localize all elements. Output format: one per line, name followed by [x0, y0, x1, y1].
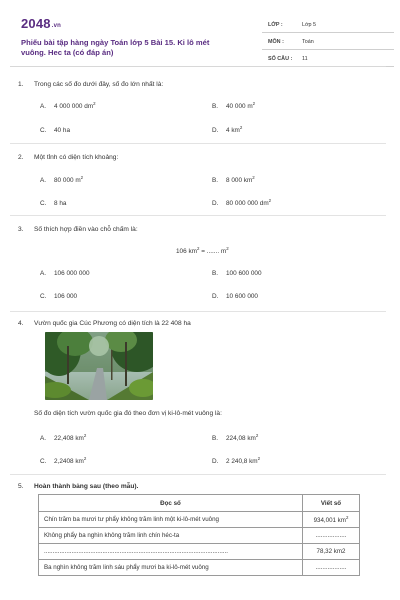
question-text: Hoàn thành bảng sau (theo mẫu).: [34, 483, 139, 490]
option-text: 2 240,8 km: [226, 458, 258, 465]
fill-in-formula: [176, 246, 229, 255]
table-cell-read: Chín trăm ba mươi tư phẩy không trăm linh một ki-lô-mét vuông: [39, 512, 303, 528]
option-letter: B.: [212, 177, 219, 184]
meta-key: MÔN :: [268, 39, 284, 45]
formula-part: 106 km: [176, 248, 197, 255]
table-row: [39, 544, 360, 560]
option-d[interactable]: [212, 293, 258, 300]
option-c[interactable]: [40, 198, 66, 207]
meta-row-count: [262, 52, 394, 67]
option-a[interactable]: [40, 101, 96, 110]
option-sup: 2: [80, 175, 84, 180]
option-sup: 2: [93, 101, 96, 106]
option-letter: B.: [212, 103, 219, 110]
question-separator: [10, 474, 386, 475]
option-letter: D.: [212, 293, 219, 300]
option-sup: 2: [83, 456, 87, 461]
meta-value: Lớp 5: [302, 22, 317, 28]
option-letter: A.: [40, 270, 47, 277]
option-text: 4 km: [226, 127, 240, 134]
question-separator: [10, 311, 386, 312]
option-c[interactable]: [40, 125, 70, 134]
option-sup: 2: [83, 433, 87, 438]
table-row: [39, 512, 360, 528]
meta-key: SỐ CÂU :: [268, 56, 293, 62]
option-d[interactable]: [212, 456, 260, 465]
table-row: [39, 560, 360, 576]
option-letter: C.: [40, 200, 47, 207]
option-letter: D.: [212, 127, 219, 134]
table-header-row: [39, 495, 360, 512]
question-number: 4.: [18, 320, 24, 327]
option-text: 224,08 km: [226, 435, 256, 442]
meta-value: Toán: [302, 39, 314, 45]
option-sup: 2: [255, 433, 259, 438]
logo-suffix: .vn: [51, 23, 62, 29]
formula-sup: 2: [196, 246, 200, 251]
header: [18, 12, 394, 64]
option-sup: 2: [257, 456, 261, 461]
option-letter: B.: [212, 270, 219, 277]
forest-road-photo: [45, 332, 153, 400]
option-c[interactable]: [40, 293, 77, 300]
option-text: 8 ha: [54, 200, 67, 207]
option-text: 8 000 km: [226, 177, 253, 184]
table-header: Viết số: [303, 495, 360, 512]
photo-image: [45, 332, 153, 400]
option-letter: B.: [212, 435, 219, 442]
option-letter: D.: [212, 458, 219, 465]
table-cell-write: [303, 512, 360, 528]
table-cell-read: Ba nghìn không trăm linh sáu phẩy mươi ba ki-lô-mét vuông: [39, 560, 303, 576]
question-number: 3.: [18, 226, 24, 233]
option-letter: C.: [40, 458, 47, 465]
option-text: 10 600 000: [226, 293, 258, 300]
option-b[interactable]: [212, 101, 255, 110]
logo-text: 2048: [21, 16, 51, 31]
option-a[interactable]: [40, 270, 90, 277]
question-number: 1.: [18, 81, 24, 88]
meta-value: 11: [302, 56, 308, 62]
question-text: Trong các số đo dưới đây, số đo lớn nhất là:: [34, 81, 164, 88]
formula-part: = ....... m: [199, 248, 227, 255]
option-text: 106 000 000: [54, 270, 90, 277]
option-text: 4 000 000 dm: [54, 103, 94, 110]
formula-sup: 2: [226, 246, 229, 251]
option-b[interactable]: [212, 433, 258, 442]
question-separator: [10, 143, 386, 144]
option-text: 106 000: [54, 293, 78, 300]
option-sup: 2: [239, 125, 243, 130]
meta-key: LỚP :: [268, 22, 283, 28]
question-text: Số thích hợp điền vào chỗ chấm là:: [34, 226, 138, 233]
option-b[interactable]: [212, 175, 255, 184]
cell-sup: 2: [345, 515, 349, 520]
header-divider: [10, 66, 386, 67]
table-cell-write[interactable]: ..................: [303, 528, 360, 544]
option-letter: D.: [212, 200, 219, 207]
option-text: 22,408 km: [54, 435, 84, 442]
table-cell-read: Không phẩy ba nghìn không trăm linh chín héc-ta: [39, 528, 303, 544]
option-text: 40 000 m: [226, 103, 253, 110]
option-d[interactable]: [212, 125, 242, 134]
question-text: Một tỉnh có diện tích khoảng:: [34, 154, 119, 161]
cell-text: 934,001 km: [313, 517, 346, 524]
option-text: 40 ha: [54, 127, 70, 134]
option-a[interactable]: [40, 175, 83, 184]
option-text: 80 000 m: [54, 177, 81, 184]
question-separator: [10, 215, 386, 216]
option-text: 2,2408 km: [54, 458, 84, 465]
question-text: Vườn quốc gia Cúc Phương có diện tích là 22 408 ha: [34, 320, 191, 327]
table-header: Đọc số: [39, 495, 303, 512]
option-sup: 2: [252, 101, 256, 106]
option-letter: A.: [40, 435, 47, 442]
option-letter: C.: [40, 127, 47, 134]
option-letter: A.: [40, 177, 47, 184]
table-row: [39, 528, 360, 544]
site-logo[interactable]: [21, 16, 61, 31]
option-b[interactable]: [212, 270, 262, 277]
meta-table: [262, 18, 394, 69]
option-c[interactable]: [40, 456, 86, 465]
table-cell-write: 78,32 km2: [303, 544, 360, 560]
meta-row-subject: [262, 35, 394, 50]
option-a[interactable]: [40, 433, 86, 442]
option-d[interactable]: [212, 198, 271, 207]
conversion-table: [38, 494, 360, 576]
option-letter: A.: [40, 103, 47, 110]
worksheet-title: Phiếu bài tập hàng ngày Toán lớp 5 Bài 15. Ki lô mét vuông. Hec ta (có đáp án): [21, 38, 210, 57]
option-sup: 2: [268, 198, 272, 203]
question-number: 5.: [18, 483, 24, 490]
option-sup: 2: [252, 175, 255, 180]
meta-row-class: [262, 18, 394, 33]
option-text: 100 600 000: [226, 270, 262, 277]
question-number: 2.: [18, 154, 24, 161]
question-text: Số đo diện tích vườn quốc gia đó theo đơn vị ki-lô-mét vuông là:: [34, 410, 222, 417]
option-text: 80 000 000 dm: [226, 200, 269, 207]
option-letter: C.: [40, 293, 47, 300]
table-cell-write[interactable]: ..................: [303, 560, 360, 576]
table-cell-read[interactable]: ...........................................................................................................: [39, 544, 303, 560]
